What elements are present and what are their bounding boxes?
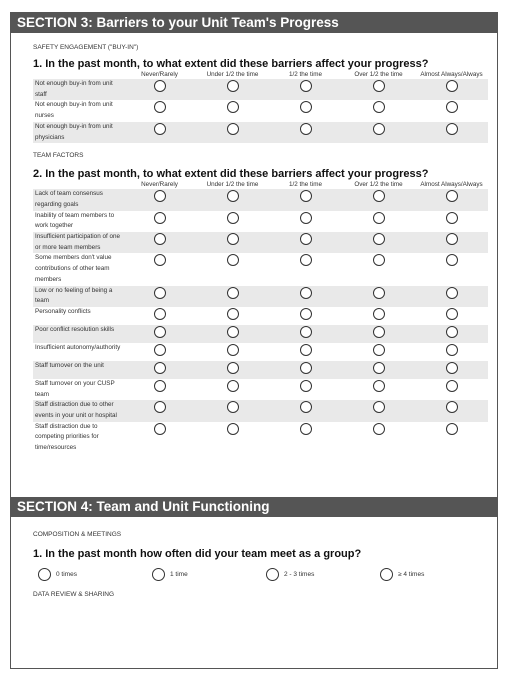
option-cell	[415, 400, 488, 421]
radio-button[interactable]	[300, 123, 312, 135]
radio-button[interactable]	[154, 344, 166, 356]
barrier-row	[33, 307, 488, 325]
option-cell	[196, 307, 269, 325]
option-cell	[269, 211, 342, 232]
option-cell	[342, 286, 415, 307]
option-cell	[196, 122, 269, 143]
radio-button[interactable]	[300, 80, 312, 92]
col-half: 1/2 the time	[289, 71, 322, 78]
radio-button[interactable]	[227, 362, 239, 374]
option-cell	[269, 232, 342, 253]
col-over-half: Over 1/2 the time	[354, 181, 403, 189]
safety-barriers-grid	[33, 70, 488, 143]
radio-button[interactable]	[446, 326, 458, 338]
radio-button[interactable]	[227, 380, 239, 392]
radio-button[interactable]	[373, 326, 385, 338]
radio-button[interactable]	[446, 380, 458, 392]
option-cell	[415, 232, 488, 253]
radio-button[interactable]	[300, 401, 312, 413]
option-1-time[interactable]	[152, 568, 266, 581]
radio-button[interactable]	[227, 233, 239, 245]
radio-button[interactable]	[373, 80, 385, 92]
option-cell	[342, 361, 415, 379]
radio-button[interactable]	[154, 423, 166, 435]
option-cell	[123, 100, 196, 121]
survey-page	[10, 12, 498, 669]
radio-button[interactable]	[227, 212, 239, 224]
radio-button[interactable]	[446, 212, 458, 224]
option-cell	[342, 100, 415, 121]
col-never-rarely: Never/Rarely	[141, 181, 178, 189]
option-cell	[342, 422, 415, 454]
grid-header-blank	[33, 180, 123, 189]
radio-button[interactable]	[227, 423, 239, 435]
option-cell	[342, 232, 415, 253]
radio-button[interactable]	[154, 101, 166, 113]
radio-button[interactable]	[154, 190, 166, 202]
team-factors-heading: TEAM FACTORS	[33, 152, 84, 160]
question-4-1: 1. In the past month how often did your team meet as a group?	[33, 548, 362, 560]
radio-button[interactable]	[300, 233, 312, 245]
option-cell	[342, 325, 415, 343]
radio-button[interactable]	[373, 308, 385, 320]
radio-button[interactable]	[446, 423, 458, 435]
barrier-row	[33, 189, 488, 210]
option-cell	[123, 122, 196, 143]
radio-button[interactable]	[300, 190, 312, 202]
radio-button[interactable]	[154, 362, 166, 374]
option-0-times[interactable]	[38, 568, 152, 581]
radio-button[interactable]	[446, 190, 458, 202]
radio-button[interactable]	[373, 233, 385, 245]
barrier-row	[33, 343, 488, 361]
question-3-2: 2. In the past month, to what extent did these barriers affect your progress?	[33, 168, 429, 181]
radio-button[interactable]	[373, 344, 385, 356]
col-over-half: Over 1/2 the time	[354, 71, 403, 78]
option-cell	[123, 343, 196, 361]
barrier-label: Personality conflicts	[35, 307, 91, 315]
option-cell	[415, 100, 488, 121]
option-cell	[123, 325, 196, 343]
barrier-row	[33, 100, 488, 121]
option-cell	[415, 325, 488, 343]
radio-button[interactable]	[300, 362, 312, 374]
barrier-row	[33, 286, 488, 307]
option-cell	[269, 79, 342, 100]
option-cell	[269, 422, 342, 454]
radio-button[interactable]	[227, 101, 239, 113]
radio-button[interactable]	[300, 326, 312, 338]
radio-button[interactable]	[300, 344, 312, 356]
option-cell	[415, 253, 488, 285]
team-barriers-grid	[33, 180, 488, 454]
option-cell	[415, 286, 488, 307]
option-cell	[196, 361, 269, 379]
radio-button[interactable]	[446, 233, 458, 245]
radio-button[interactable]	[373, 212, 385, 224]
radio-button[interactable]	[266, 568, 279, 581]
radio-button[interactable]	[300, 423, 312, 435]
meeting-frequency-options	[38, 568, 497, 581]
option-cell	[415, 379, 488, 400]
radio-button[interactable]	[446, 101, 458, 113]
option-cell	[269, 379, 342, 400]
option-cell	[269, 400, 342, 421]
option-cell	[269, 286, 342, 307]
option-cell	[123, 253, 196, 285]
option-cell	[269, 361, 342, 379]
barrier-row	[33, 379, 488, 400]
safety-engagement-heading: SAFETY ENGAGEMENT ("BUY-IN")	[33, 44, 139, 51]
radio-button[interactable]	[373, 380, 385, 392]
option-2-3-times[interactable]	[266, 568, 380, 581]
barrier-row	[33, 422, 488, 454]
radio-button[interactable]	[300, 308, 312, 320]
radio-button[interactable]	[227, 308, 239, 320]
radio-button[interactable]	[300, 212, 312, 224]
radio-button[interactable]	[446, 308, 458, 320]
option-cell	[269, 325, 342, 343]
option-cell	[123, 232, 196, 253]
radio-button[interactable]	[227, 401, 239, 413]
option-cell	[196, 79, 269, 100]
barrier-label: Lack of team consensus regarding goals	[33, 189, 123, 210]
col-under-half: Under 1/2 the time	[206, 71, 259, 78]
col-almost-always: Almost Always/Always	[420, 181, 483, 189]
barrier-label: Not enough buy-in from unit physicians	[33, 122, 123, 143]
barrier-row	[33, 232, 488, 253]
radio-button[interactable]	[227, 80, 239, 92]
col-under-half: Under 1/2 the time	[206, 181, 259, 189]
barrier-label: Inability of team members to work together	[35, 211, 115, 230]
radio-button[interactable]	[154, 380, 166, 392]
option-cell	[342, 253, 415, 285]
option-cell	[196, 253, 269, 285]
option-cell	[196, 211, 269, 232]
radio-button[interactable]	[227, 344, 239, 356]
barrier-label: Insufficient participation of one or more team members	[33, 232, 123, 253]
option-label: ≥ 4 times	[398, 571, 425, 578]
question-3-1: 1. In the past month, to what extent did these barriers affect your progress?	[33, 58, 429, 70]
radio-button[interactable]	[446, 344, 458, 356]
barrier-row	[33, 400, 488, 421]
barrier-row	[33, 325, 488, 343]
option-cell	[123, 211, 196, 232]
barrier-label: Staff distraction due to other events in your unit or hospital	[33, 400, 123, 421]
barrier-row	[33, 211, 488, 232]
barrier-label: Staff turnover on the unit	[33, 361, 123, 379]
radio-button[interactable]	[446, 362, 458, 374]
option-cell	[342, 343, 415, 361]
radio-button[interactable]	[446, 123, 458, 135]
grid-header-row	[33, 70, 488, 79]
barrier-label: Not enough buy-in from unit staff	[33, 79, 123, 100]
section-3-header: SECTION 3: Barriers to your Unit Team's Progress	[11, 13, 497, 33]
col-almost-always: Almost Always/Always	[420, 71, 483, 78]
barrier-label: Insufficient autonomy/authority	[35, 343, 121, 351]
barrier-label: Staff distraction due to competing priorities for time/resources	[35, 422, 99, 452]
radio-button[interactable]	[154, 80, 166, 92]
option-cell	[415, 122, 488, 143]
barrier-label: Poor conflict resolution skills	[33, 325, 123, 343]
option-cell	[196, 232, 269, 253]
radio-button[interactable]	[227, 326, 239, 338]
radio-button[interactable]	[373, 190, 385, 202]
radio-button[interactable]	[154, 212, 166, 224]
option-4-plus-times[interactable]	[380, 568, 494, 581]
option-cell	[196, 100, 269, 121]
radio-button[interactable]	[300, 380, 312, 392]
option-cell	[196, 422, 269, 454]
option-cell	[196, 343, 269, 361]
radio-button[interactable]	[154, 326, 166, 338]
option-cell	[123, 286, 196, 307]
option-cell	[415, 422, 488, 454]
grid-header-blank	[33, 70, 123, 79]
option-cell	[342, 211, 415, 232]
barrier-row	[33, 122, 488, 143]
option-cell	[342, 189, 415, 210]
barrier-label: Low or no feeling of being a team	[33, 286, 123, 307]
option-cell	[415, 307, 488, 325]
radio-button[interactable]	[300, 254, 312, 266]
option-cell	[342, 79, 415, 100]
option-cell	[269, 343, 342, 361]
option-cell	[269, 100, 342, 121]
option-cell	[196, 325, 269, 343]
option-cell	[196, 400, 269, 421]
radio-button[interactable]	[373, 423, 385, 435]
option-cell	[415, 343, 488, 361]
option-cell	[269, 189, 342, 210]
radio-button[interactable]	[446, 287, 458, 299]
radio-button[interactable]	[227, 254, 239, 266]
radio-button[interactable]	[154, 287, 166, 299]
barrier-label: Not enough buy-in from unit nurses	[35, 101, 113, 120]
radio-button[interactable]	[227, 190, 239, 202]
option-label: 2 - 3 times	[284, 571, 315, 578]
section-4-header: SECTION 4: Team and Unit Functioning	[11, 497, 497, 517]
radio-button[interactable]	[38, 568, 51, 581]
col-never-rarely: Never/Rarely	[141, 71, 178, 78]
option-cell	[123, 189, 196, 210]
radio-button[interactable]	[373, 123, 385, 135]
radio-button[interactable]	[446, 254, 458, 266]
option-cell	[196, 379, 269, 400]
radio-button[interactable]	[152, 568, 165, 581]
radio-button[interactable]	[380, 568, 393, 581]
option-cell	[269, 307, 342, 325]
radio-button[interactable]	[227, 287, 239, 299]
option-cell	[269, 253, 342, 285]
grid-header-row	[33, 180, 488, 189]
barrier-row	[33, 253, 488, 285]
option-cell	[196, 286, 269, 307]
option-cell	[123, 307, 196, 325]
option-cell	[342, 307, 415, 325]
option-label: 0 times	[56, 571, 77, 578]
option-cell	[415, 211, 488, 232]
radio-button[interactable]	[373, 287, 385, 299]
option-cell	[123, 422, 196, 454]
barrier-row	[33, 361, 488, 379]
radio-button[interactable]	[154, 123, 166, 135]
radio-button[interactable]	[373, 362, 385, 374]
radio-button[interactable]	[446, 401, 458, 413]
option-cell	[123, 79, 196, 100]
radio-button[interactable]	[154, 254, 166, 266]
barrier-row	[33, 79, 488, 100]
barrier-label: Some members don't value contributions of other team members	[35, 254, 112, 283]
option-cell	[415, 189, 488, 210]
radio-button[interactable]	[373, 401, 385, 413]
radio-button[interactable]	[154, 233, 166, 245]
radio-button[interactable]	[300, 287, 312, 299]
option-cell	[123, 361, 196, 379]
option-cell	[123, 379, 196, 400]
col-half: 1/2 the time	[289, 181, 322, 189]
radio-button[interactable]	[446, 80, 458, 92]
option-cell	[196, 189, 269, 210]
radio-button[interactable]	[154, 308, 166, 320]
radio-button[interactable]	[227, 123, 239, 135]
option-cell	[342, 122, 415, 143]
radio-button[interactable]	[373, 254, 385, 266]
barrier-label: Staff turnover on your CUSP team	[35, 379, 115, 398]
option-cell	[415, 79, 488, 100]
option-cell	[342, 379, 415, 400]
radio-button[interactable]	[373, 101, 385, 113]
data-review-heading: DATA REVIEW & SHARING	[33, 591, 115, 598]
option-cell	[123, 400, 196, 421]
option-cell	[342, 400, 415, 421]
option-label: 1 time	[170, 571, 188, 578]
radio-button[interactable]	[300, 101, 312, 113]
radio-button[interactable]	[154, 401, 166, 413]
composition-meetings-heading: COMPOSITION & MEETINGS	[33, 531, 122, 538]
option-cell	[415, 361, 488, 379]
option-cell	[269, 122, 342, 143]
